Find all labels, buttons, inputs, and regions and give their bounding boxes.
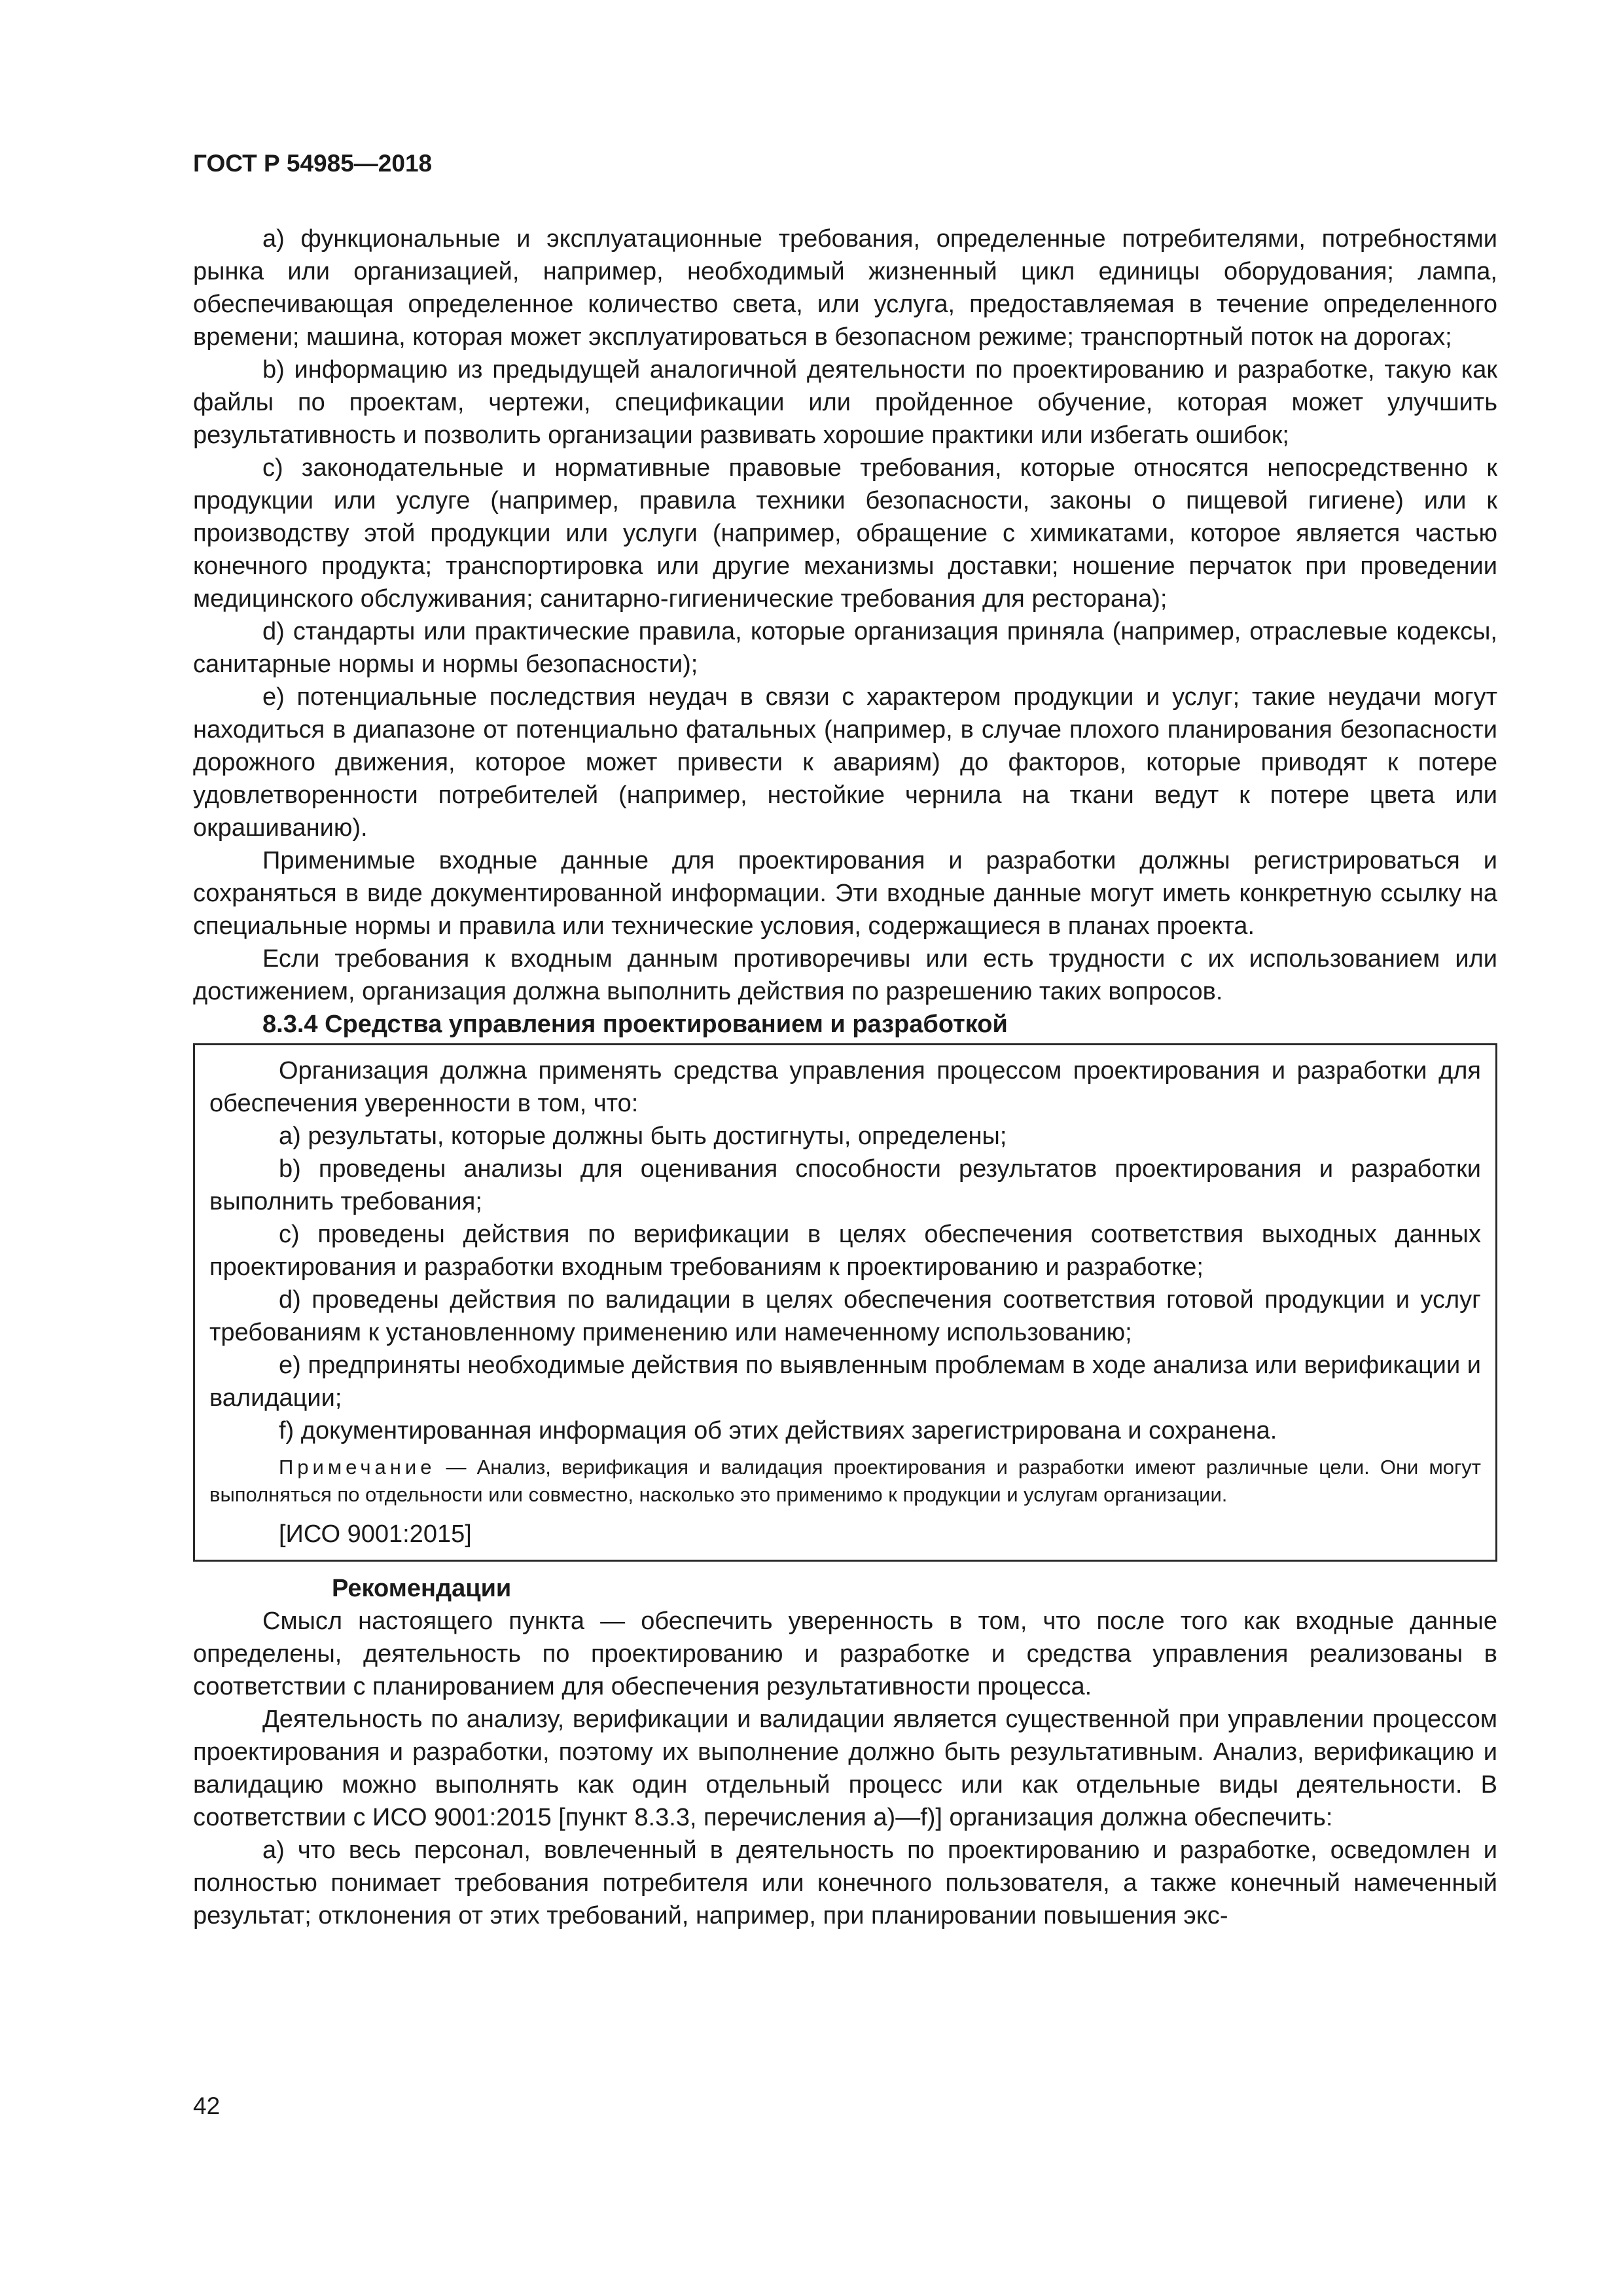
box-intro: Организация должна применять средства управления процессом проектирования и разработки для обеспечения уверенности в том, что:: [209, 1057, 1481, 1117]
box-item-a: a) результаты, которые должны быть достигнуты, определены;: [279, 1122, 1007, 1150]
page-number: 42: [193, 2092, 221, 2119]
box-item-c: c) проведены действия по верификации в целях обеспечения соответствия выходных данных проектирования и разработки входным требованиям к проектированию и разработке;: [209, 1221, 1481, 1281]
body-paragraph: Применимые входные данные для проектирования и разработки должны регистрироваться и сохраняться в виде документированной информации. Эти входные данные могут иметь конкретную ссылку на специальные нормы и правила или технические условия, содержащиеся в планах проекта.: [193, 847, 1497, 940]
body-paragraph: Если требования к входным данным противоречивы или есть трудности с их использованием или достижением, организация должна выполнить действия по разрешению таких вопросов.: [193, 945, 1497, 1005]
recommendation-paragraph: Деятельность по анализу, верификации и валидации является существенной при управлении процессом проектирования и разработки, поэтому их выполнение должно быть результативным. Анализ, верификацию и валидацию можно выполнять как один отдельный процесс или как отдельные виды деятельности. В соответствии с ИСО 9001:2015 [пункт 8.3.3, перечисления a)—f)] организация должна обеспечить:: [193, 1706, 1497, 1831]
box-note: [209, 1454, 1481, 1509]
recommendation-paragraph: a) что весь персонал, вовлеченный в деятельность по проектированию и разработке, осведомлен и полностью понимает требования потребителя или конечного пользователя, а также конечный намеченный результат; отклонения от этих требований, например, при планировании повышения экс-: [193, 1837, 1497, 1929]
main-content: [193, 223, 1497, 1932]
box-item-f: f) документированная информация об этих действиях зарегистрирована и сохранена.: [279, 1417, 1277, 1444]
list-item-a: а) функциональные и эксплуатационные требования, определенные потребителями, потребностями рынка или организацией, например, необходимый жизненный цикл единицы оборудования; лампа, обеспечивающая определенное количество света, или услуга, предоставляемая в течение определенного времени; машина, которая может эксплуатироваться в безопасном режиме; транспортный поток на дорогах;: [193, 225, 1497, 351]
box-item-d: d) проведены действия по валидации в целях обеспечения соответствия готовой продукции и услуг требованиям к установленному применению или намеченному использованию;: [209, 1286, 1481, 1346]
list-item-b: b) информацию из предыдущей аналогичной деятельности по проектированию и разработке, такую как файлы по проектам, чертежи, спецификации или пройденное обучение, которая может улучшить результативность и позволить организации развивать хорошие практики или избегать ошибок;: [193, 356, 1497, 449]
recommendations-heading: Рекомендации: [332, 1575, 512, 1602]
iso-requirement-box: [193, 1043, 1497, 1562]
recommendation-paragraph: Смысл настоящего пункта — обеспечить уверенность в том, что после того как входные данные определены, деятельность по проектированию и разработке и средства управления реализованы в соответствии с планированием для обеспечения результативности процесса.: [193, 1607, 1497, 1700]
list-item-c: c) законодательные и нормативные правовые требования, которые относятся непосредственно к продукции или услуге (например, правила техники безопасности, законы о пищевой гигиене) или к производству этой продукции или услуги (например, обращение с химикатами, которое является частью конечного продукта; транспортировка или другие механизмы доставки; ношение перчаток при проведении медицинского обслуживания; санитарно-гигиенические требования для ресторана);: [193, 454, 1497, 613]
note-label: Примечание: [279, 1456, 436, 1479]
box-reference: [ИСО 9001:2015]: [279, 1520, 472, 1548]
document-header: ГОСТ Р 54985—2018: [193, 150, 433, 177]
note-text: — Анализ, верификация и валидация проектирования и разработки имеют различные цели. Они могут выполняться по отдельности или совместно, насколько это применимо к продукции и услугам организации.: [209, 1456, 1481, 1506]
list-item-d: d) стандарты или практические правила, которые организация приняла (например, отраслевые кодексы, санитарные нормы и нормы безопасности);: [193, 618, 1497, 678]
list-item-e: e) потенциальные последствия неудач в связи с характером продукции и услуг; такие неудачи могут находиться в диапазоне от потенциально фатальных (например, в случае плохого планирования безопасности дорожного движения, которое может привести к авариям) до факторов, которые приводят к потере удовлетворенности потребителей (например, нестойкие чернила на ткани ведут к потере цвета или окрашиванию).: [193, 683, 1497, 842]
box-item-e: e) предприняты необходимые действия по выявленным проблемам в ходе анализа или верификации и валидации;: [209, 1352, 1481, 1412]
box-item-b: b) проведены анализы для оценивания способности результатов проектирования и разработки выполнить требования;: [209, 1155, 1481, 1215]
section-heading: 8.3.4 Средства управления проектированием и разработкой: [262, 1011, 1008, 1038]
